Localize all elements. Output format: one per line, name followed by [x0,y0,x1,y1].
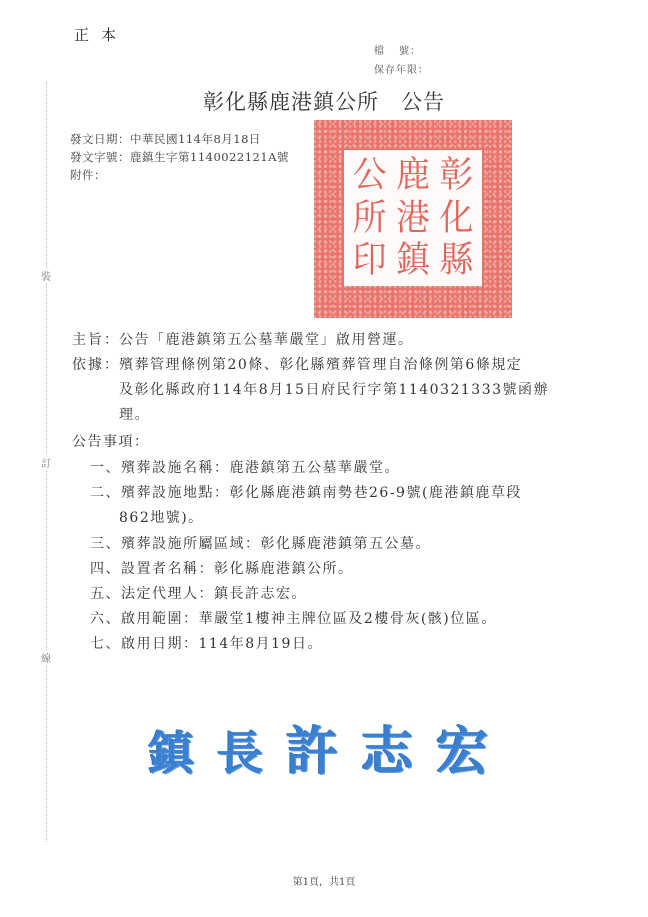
agency-name: 彰化縣鹿港鎮公所 [203,90,379,114]
retention-period-field: 保存年限： [374,65,429,76]
announcement-item [90,457,400,480]
item-text: 殯葬設施名稱：鹿港鎮第五公墓華嚴堂。 [121,460,400,476]
basis-line-3: 理。 [119,407,150,423]
mayor-signature-stamp [148,706,488,786]
item-number: 二、 [90,485,121,501]
announcement-item [90,608,497,631]
basis-line-1 [72,354,522,377]
official-seal [314,120,512,318]
binding-mark-line: 線 [39,650,53,665]
attachment: 附件： [70,168,106,182]
seal-char: 印 [352,239,387,282]
item-number: 四、 [90,561,121,577]
basis-line-2: 及彰化縣政府114年8月15日府民行字第1140321333號函辦 [119,382,550,398]
file-number-field [374,42,421,57]
signature-char: 志 [360,720,413,782]
announcement-item [90,558,354,581]
subject-label: 主旨： [72,332,120,348]
reference-number: 發文字號：鹿鎮生字第1140022121A號 [70,150,289,164]
announcement-heading: 公告事項： [72,434,150,450]
file-number-label-suffix: 號： [399,46,421,57]
seal-char: 鎮 [396,239,430,282]
item-text: 啟用日期：114年8月19日。 [121,636,323,652]
signature-char: 許 [285,720,338,782]
seal-char: 所 [352,196,387,239]
item-number: 六、 [90,611,121,627]
announcement-item [90,583,307,606]
seal-char: 鹿 [396,153,430,196]
item-number: 五、 [90,586,121,602]
item-number: 三、 [90,536,121,552]
announcement-item [90,533,431,556]
page-number: 第1頁，共1頁 [292,877,356,888]
seal-inscription [344,150,482,286]
item-text: 設置者名稱：彰化縣鹿港鎮公所。 [121,561,354,577]
binding-mark-staple: 訂 [39,455,53,470]
signature-char: 長 [216,726,263,780]
subject-line [72,329,414,352]
item-text: 殯葬設施地點：彰化縣鹿港鎮南勢巷26-9號(鹿港鎮鹿草段 [121,485,522,501]
binding-mark-bind: 裝 [39,268,53,283]
item-number: 一、 [90,460,121,476]
item-text: 啟用範圍：華嚴堂1樓神主牌位區及2樓骨灰(骸)位區。 [121,611,497,627]
basis-text: 殯葬管理條例第20條、彰化縣殯葬管理自治條例第6條規定 [119,357,523,373]
signature-char: 鎮 [148,726,194,780]
seal-char: 港 [396,196,430,239]
doc-type: 公告 [401,90,445,114]
seal-char: 彰 [439,153,474,196]
signature-char: 宏 [435,720,488,782]
page-title [0,86,648,116]
seal-char: 化 [439,196,474,239]
announcement-item-continuation: 862地號)。 [119,510,204,526]
seal-char: 公 [352,153,387,196]
item-text: 殯葬設施所屬區域：彰化縣鹿港鎮第五公墓。 [121,536,431,552]
item-text: 法定代理人：鎮長許志宏。 [121,586,307,602]
basis-label: 依據： [72,357,120,373]
issue-date: 發文日期：中華民國114年8月18日 [70,132,261,146]
subject-text: 公告「鹿港鎮第五公墓華嚴堂」啟用營運。 [119,332,414,348]
file-number-label: 檔 [374,46,385,57]
item-number: 七、 [90,636,121,652]
seal-char: 縣 [439,239,474,282]
announcement-item [90,633,323,656]
copy-mark: 正本 [74,26,129,44]
announcement-item [90,482,522,505]
